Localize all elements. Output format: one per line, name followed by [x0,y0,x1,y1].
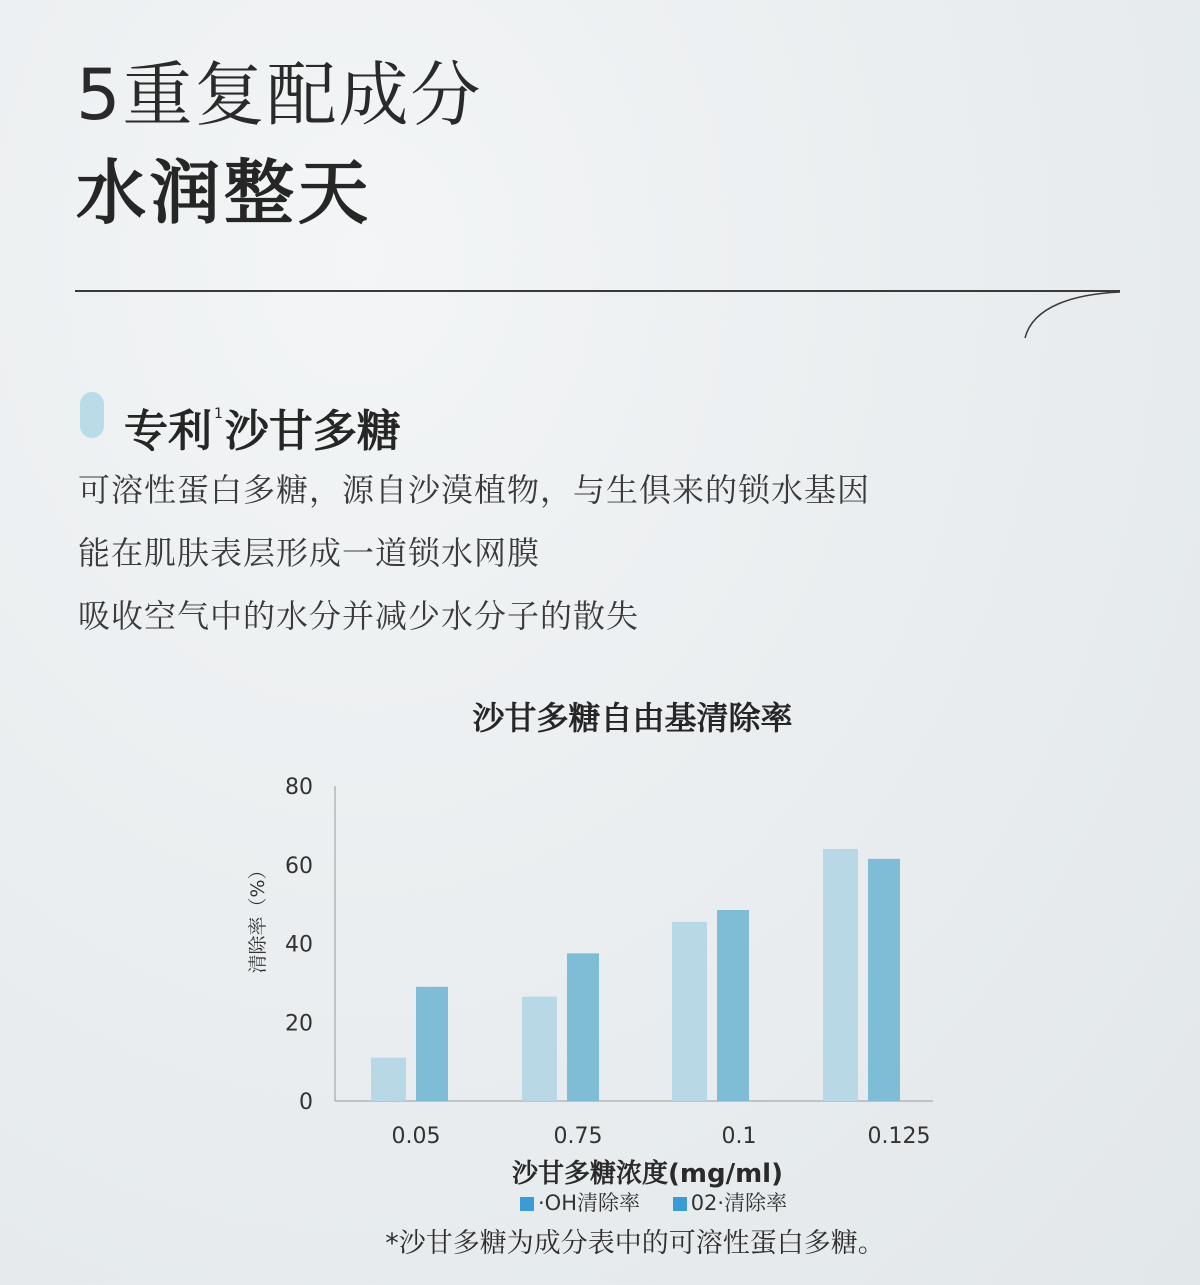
bar-o2-0.05 [416,987,448,1101]
y-tick-label: 20 [285,1011,313,1037]
chart-legend [520,1190,813,1216]
bar-oh-0.1 [672,922,707,1101]
y-tick-label: 80 [285,775,313,800]
description-line-3: 吸收空气中的水分并减少水分子的散失 [78,597,640,635]
section-title-footnote-mark: 1 [214,406,223,422]
bar-oh-0.05 [371,1058,406,1101]
x-tick-label: 0.125 [867,1124,931,1149]
section-title-before: 专利 [124,406,212,457]
bar-o2-0.125 [868,859,900,1101]
chart-x-axis-label: 沙甘多糖浓度(mg/ml) [512,1159,783,1189]
x-tick-label: 0.75 [553,1124,603,1149]
x-tick-label: 0.1 [721,1124,757,1149]
legend-item-oh [520,1190,640,1216]
heading-line-2: 水润整天 [76,152,372,234]
chart-title: 沙甘多糖自由基清除率 [472,699,793,737]
legend-label-o2: 02·清除率 [690,1191,788,1215]
bar-o2-0.1 [717,910,749,1101]
y-tick-label: 40 [285,932,313,958]
y-tick-label: 60 [285,853,313,879]
bar-o2-0.75 [567,953,599,1101]
description-line-1: 可溶性蛋白多糖，源自沙漠植物，与生俱来的锁水基因 [78,471,871,509]
footnote: *沙甘多糖为成分表中的可溶性蛋白多糖。 [385,1228,885,1259]
bar-oh-0.125 [823,849,858,1101]
bar-oh-0.75 [522,997,557,1101]
legend-label-oh: ·OH清除率 [538,1191,640,1215]
description-line-2: 能在肌肤表层形成一道锁水网膜 [78,534,541,572]
y-tick-label: 0 [299,1090,313,1115]
legend-swatch-oh [520,1197,534,1211]
x-tick-label: 0.05 [391,1124,441,1149]
heading-line-1: 5重复配成分 [76,54,483,136]
legend-item-o2 [673,1190,787,1216]
section-title-after: 沙甘多糖 [224,406,401,457]
legend-swatch-o2 [673,1197,687,1211]
y-axis-label: 清除率（%） [247,860,269,974]
